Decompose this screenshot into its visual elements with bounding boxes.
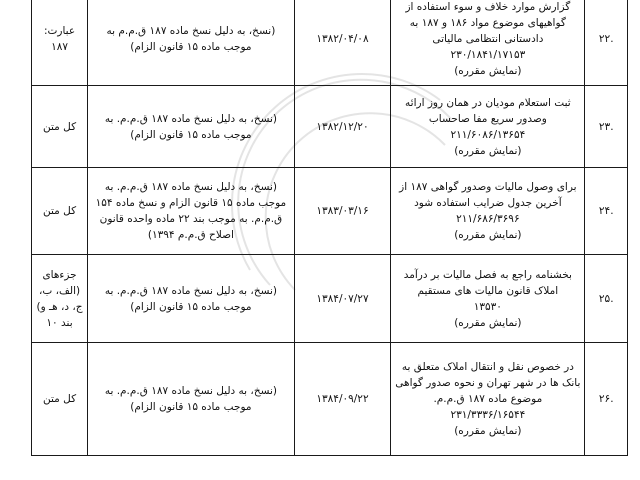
regulation-date: ۱۳۸۲/۱۲/۲۰ [294,86,391,168]
regulation-date: ۱۳۸۳/۰۳/۱۶ [294,168,391,255]
regulation-number-link[interactable]: ۱۳۵۳۰ [473,300,502,313]
show-regulation-link[interactable]: (نمایش مقرره) [454,316,522,329]
title-line: برای وصول مالیات وصدور گواهی ۱۸۷ از [399,181,577,193]
table-row [32,0,628,86]
table-row [32,168,628,255]
title-line: بخشنامه راجع به فصل مالیات بر درآمد [403,268,572,281]
regulation-number-link[interactable]: ۲۳۱/۳۳۳۶/۱۶۵۴۴ [450,409,526,421]
regulation-date: ۱۳۸۴/۰۹/۲۲ [294,343,391,456]
show-regulation-link[interactable]: (نمایش مقرره) [454,144,522,157]
title-line: وصدور سریع مفا صاحساب [428,112,547,125]
abrogation-scope: کل متن [32,168,88,255]
regulation-title [391,168,585,255]
abrogation-description: (نسخ، به دلیل نسخ ماده ۱۸۷ ق.م.م. به موجب ماده ۱۵ قانون الزام و نسخ ماده ۱۵۴ ق.م.م. به موجب بند ۲۲ ماده واحده قانون اصلاح ق.م.م ۱۳۹۴) [88,168,295,255]
regulation-title [391,343,585,456]
abrogation-description: (نسخ، به دلیل نسخ ماده ۱۸۷ ق.م.م به موجب ماده ۱۵ قانون الزام) [88,0,295,86]
table-row [32,86,628,168]
title-line: بانک ها در شهر تهران و نحوه صدور گواهی [395,377,581,389]
show-regulation-link[interactable]: (نمایش مقرره) [454,65,522,77]
table-row [32,255,628,343]
title-line: موضوع ماده ۱۸۷ ق.م.م. [433,393,543,405]
show-regulation-link[interactable]: (نمایش مقرره) [454,425,522,437]
row-number: .۲۴ [585,168,628,255]
abrogation-description: (نسخ، به دلیل نسخ ماده ۱۸۷ ق.م.م. به موجب ماده ۱۵ قانون الزام) [88,255,295,343]
abrogation-description: (نسخ، به دلیل نسخ ماده ۱۸۷ ق.م.م. به موجب ماده ۱۵ قانون الزام) [88,343,295,456]
abrogation-scope: جزءهای (الف، ب، ج، د، هـ و) بند ۱۰ [32,255,88,343]
abrogation-scope: عبارت: ۱۸۷ [32,0,88,86]
title-line: آخرین جدول ضرایب استفاده شود [414,197,562,209]
row-number: .۲۵ [585,255,628,343]
title-line: ثبت استعلام مودیان در همان روز ارائه [405,96,571,109]
title-line: گزارش موارد خلاف و سوء استفاده از [405,1,571,13]
title-line: گواهیهای موضوع مواد ۱۸۶ و ۱۸۷ به [409,17,566,29]
regulation-title [391,0,585,86]
title-line: دادستانی انتظامی مالیاتی [432,33,544,45]
row-number: .۲۶ [585,343,628,456]
title-line: در خصوص نقل و انتقال املاک متعلق به [401,361,574,373]
abrogation-scope: کل متن [32,86,88,168]
regulation-number-link[interactable]: ۲۱۱/۶۸۶/۳۶۹۶ [456,213,520,225]
regulations-table [31,0,628,456]
abrogation-description: (نسخ، به دلیل نسخ ماده ۱۸۷ ق.م.م. به موجب ماده ۱۵ قانون الزام) [88,86,295,168]
regulation-number-link[interactable]: ۲۱۱/۶۰۸۶/۱۳۶۵۴ [450,128,526,141]
regulation-title [391,255,585,343]
abrogation-scope: کل متن [32,343,88,456]
regulation-date: ۱۳۸۴/۰۷/۲۷ [294,255,391,343]
row-number: .۲۲ [585,0,628,86]
regulation-title [391,86,585,168]
table-row [32,343,628,456]
regulation-date: ۱۳۸۲/۰۴/۰۸ [294,0,391,86]
show-regulation-link[interactable]: (نمایش مقرره) [454,229,522,241]
row-number: .۲۳ [585,86,628,168]
title-line: املاک قانون مالیات های مستقیم [417,284,559,297]
regulation-number-link[interactable]: ۲۳۰/۱۸۴۱/۱۷۱۵۳ [450,49,526,61]
